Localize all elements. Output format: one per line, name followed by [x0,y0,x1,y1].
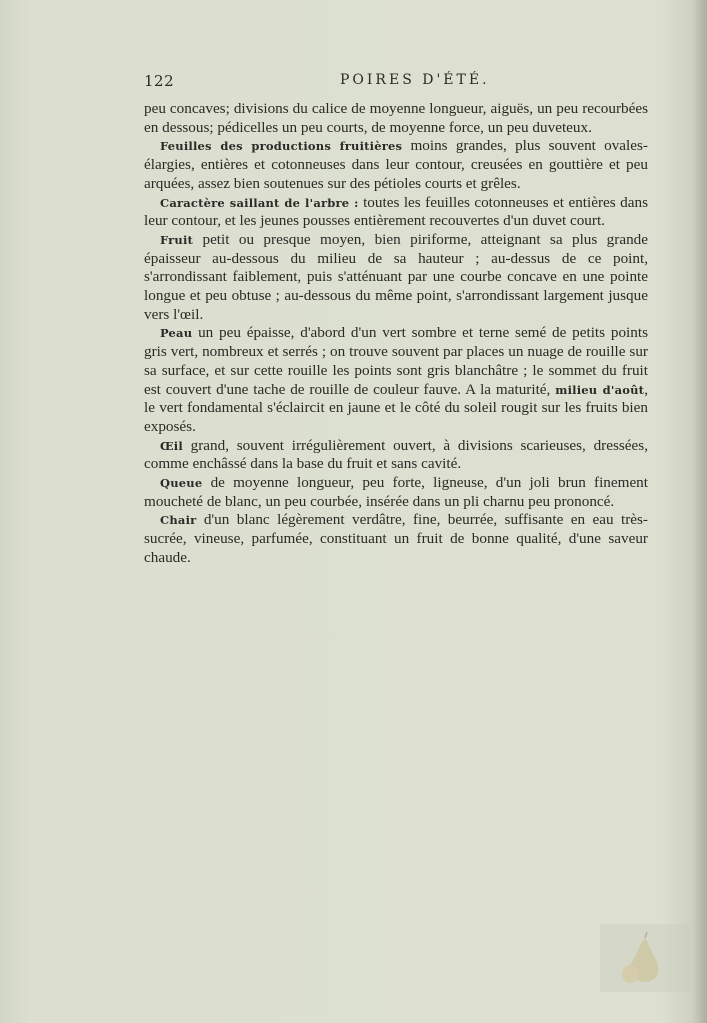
page-number: 122 [144,72,175,90]
paragraph-heading: Peau [160,326,193,341]
paragraph-heading: Feuilles des productions fruitières [160,139,403,154]
page-header [144,72,644,92]
pear-stamp-graphic [600,924,690,992]
paragraph-text-after: , le vert fondamental s'éclaircit en jaune et le côté du soleil rougit sur les fruits bien exposés. [144,380,648,435]
paragraph-queue [144,474,648,511]
paragraph-text: d'un blanc légèrement verdâtre, fine, beurrée, suffisante en eau très-sucrée, vineuse, parfumée, constituant un fruit de bonne qualité, d'une saveur chaude. [144,511,648,566]
paragraph-heading: Fruit [160,232,194,247]
intro-paragraph: peu concaves; divisions du calice de moyenne longueur, aiguës, un peu recourbées en dessous; pédicelles un peu courts, de moyenne force, un peu duveteux. [144,100,648,136]
paragraph-heading: Caractère saillant de l'arbre : [160,195,359,210]
paragraph-text: grand, souvent irrégulièrement ouvert, à divisions scarieuses, dressées, comme enchâssé dans la base du fruit et sans cavité. [144,436,648,473]
paragraph-heading: Queue [160,476,203,491]
running-title: POIRES D'ÉTÉ. [340,72,490,88]
paragraph-text: petit ou presque moyen, bien piriforme, atteignant sa plus grande épaisseur au-dessous du milieu de sa hauteur ; au-dessus de ce point, s'arrondissant faiblement, puis s'atténuant par une courbe concave en une pointe longue et peu obtuse ; au-dessous du même point, s'arrondissant largement jusque vers l'œil. [144,230,648,323]
pear-stamp-icon [600,924,690,992]
paragraph-text: de moyenne longueur, peu forte, ligneuse, d'un joli brun finement moucheté de blanc, un peu courbée, insérée dans un pli charnu peu prononcé. [144,474,648,510]
paragraph-feuilles [144,137,648,193]
paragraph-oeil [144,437,648,474]
page-edge [693,0,707,1023]
paragraph-chair [144,511,648,567]
paragraph-caractere [144,194,648,231]
paragraph-peau [144,324,648,436]
body-text [144,100,648,568]
paragraph-text: toutes les feuilles cotonneuses et entières dans leur contour, et les jeunes pousses entièrement recouvertes d'un duvet court. [144,193,648,230]
paragraph-heading: Chair [160,513,197,528]
inline-heading: milieu d'août [555,382,645,397]
paragraph-text: un peu épaisse, d'abord d'un vert sombre et terne semé de petits points gris vert, nombreux et serrés ; on trouve souvent par places un nuage de rouille sur sa surface, et sur cette rouille les points sont gris blanchâtre ; le sommet du fruit est couvert d'une tache de rouille de couleur fauve. A la maturité, [144,324,648,398]
paragraph-fruit [144,231,648,325]
paragraph-heading: Œil [160,438,183,453]
paragraph-text: moins grandes, plus souvent ovales-élargies, entières et cotonneuses dans leur contour, creusées en gouttière et peu arquées, assez bien soutenues sur des pétioles courts et grêles. [144,137,648,192]
